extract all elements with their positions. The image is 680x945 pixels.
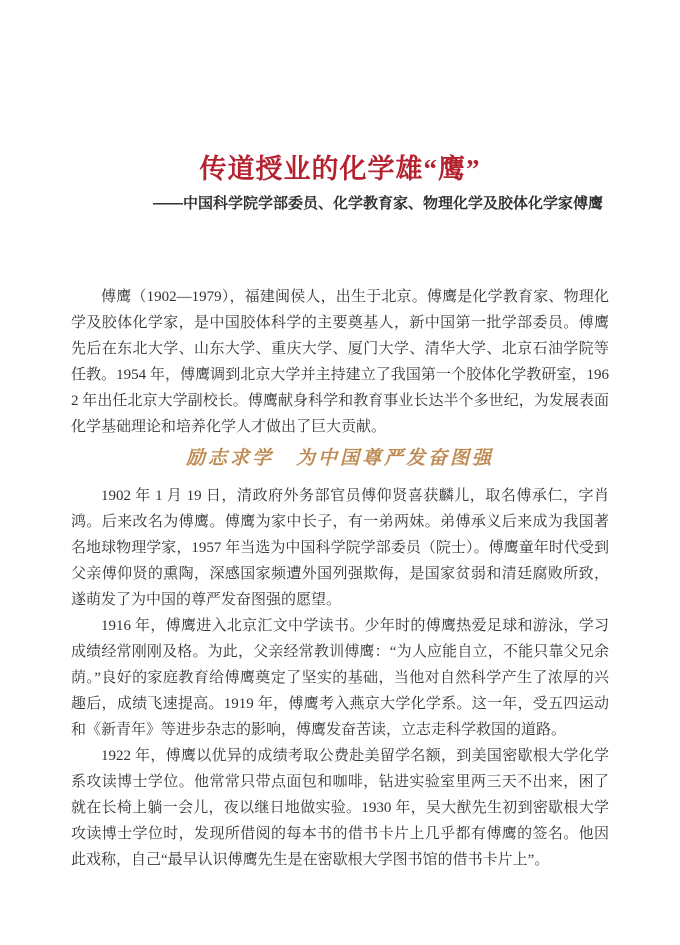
- page-title: 传道授业的化学雄“鹰”: [199, 154, 481, 184]
- paragraph-birth: 1902 年 1 月 19 日，清政府外务部官员傅仰贤喜获麟儿，取名傅承仁，字肖鸿。后来改名为傅鹰。傅鹰为家中长子，有一弟两妹。弟傅承义后来成为我国著名地球物理学家，1957 年当选为中国科学院学部委员（院士）。傅鹰童年时代受到父亲傅仰贤的熏陶，深感国家频遭外国列强欺侮，是国家贫弱和清廷腐败所致，遂萌发了为中国的尊严发奋图强的愿望。: [71, 488, 609, 608]
- paragraph-school: 1916 年，傅鹰进入北京汇文中学读书。少年时的傅鹰热爱足球和游泳，学习成绩经常刚刚及格。为此，父亲经常教训傅鹰：“为人应能自立，不能只靠父兄余荫。”良好的家庭教育给傅鹰奠定了坚实的基础，当他对自然科学产生了浓厚的兴趣后，成绩飞速提高。1919 年，傅鹰考入燕京大学化学系。这一年，受五四运动和《新青年》等进步杂志的影响，傅鹰发奋苦读，立志走科学救国的道路。: [71, 618, 609, 738]
- body-text: [71, 284, 609, 873]
- section-heading: 励志求学 为中国尊严发奋图强: [185, 448, 494, 469]
- paragraph-study-abroad: 1922 年，傅鹰以优异的成绩考取公费赴美留学名额，到美国密歇根大学化学系攻读博士学位。他常常只带点面包和咖啡，钻进实验室里两三天不出来，困了就在长椅上躺一会儿，夜以继日地做实验。1930 年，吴大猷先生初到密歇根大学攻读博士学位时，发现所借阅的每本书的借书卡片上几乎都有傅鹰的签名。他因此戏称，自己“最早认识傅鹰先生是在密歇根大学图书馆的借书卡片上”。: [71, 748, 609, 868]
- page-subtitle: ——中国科学院学部委员、化学教育家、物理化学及胶体化学家傅鹰: [152, 195, 603, 212]
- paragraph-intro: 傅鹰（1902—1979），福建闽侯人，出生于北京。傅鹰是化学教育家、物理化学及胶体化学家，是中国胶体科学的主要奠基人，新中国第一批学部委员。傅鹰先后在东北大学、山东大学、重庆大学、厦门大学、清华大学、北京石油学院等任教。1954 年，傅鹰调到北京大学并主持建立了我国第一个胶体化学教研室，1962 年出任北京大学副校长。傅鹰献身科学和教育事业长达半个多世纪，为发展表面化学基础理论和培养化学人才做出了巨大贡献。: [71, 289, 609, 435]
